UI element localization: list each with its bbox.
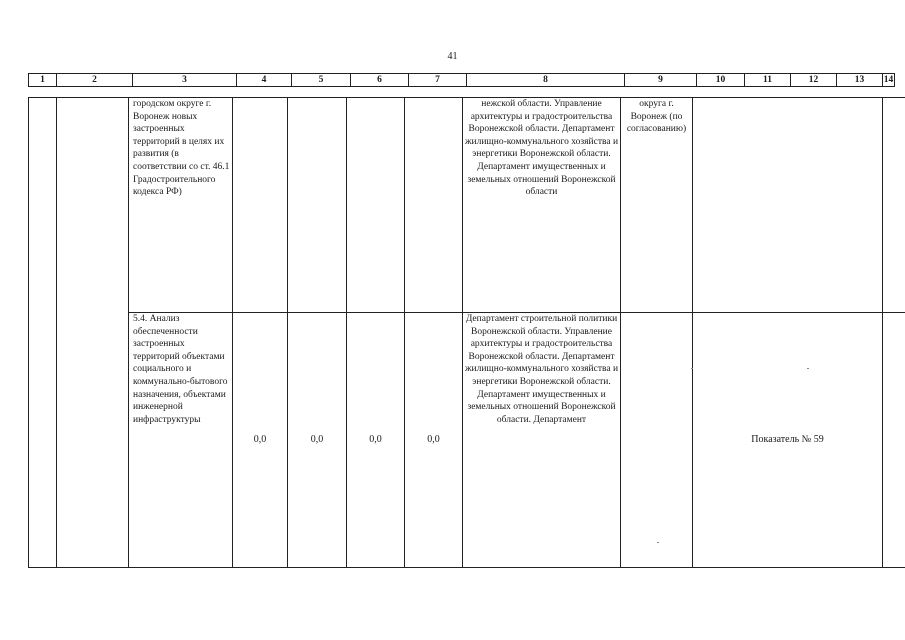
value-col-5: 0,0 [310,434,324,445]
cell-col-1 [29,98,57,568]
value-col-4: 0,0 [253,434,267,445]
scan-speck [807,368,809,369]
value-col-7: 0,0 [427,434,440,445]
cell-col-7 [405,98,463,313]
table-row [29,313,905,568]
cell-partners [621,313,693,568]
cell-indicator-b [693,313,883,568]
cell-activity-description: городском округе г. Воронеж новых застроенных территорий в целях их развития (в соответствии со ст. 46.1 Градостроительного кодекса РФ) [129,98,233,313]
header-col-13: 13 [837,74,883,87]
table-header [28,73,895,87]
value-col-6: 0,0 [369,434,382,445]
header-col-1: 1 [29,74,57,87]
cell-value-col-7 [405,313,463,568]
header-col-11: 11 [745,74,791,87]
table-body [28,97,905,568]
header-col-3: 3 [133,74,237,87]
cell-col-6 [347,98,405,313]
header-col-4: 4 [237,74,292,87]
cell-value-col-5 [288,313,347,568]
cell-executors: нежской области. Управление архитектуры и градостроительства Воронежской области. Департамент жилищно-коммунального хозяйства и энергетики Воронежской области. Департамент имущественных и земельных отношений Воронежской области [463,98,621,313]
cell-col-4 [233,98,288,313]
cell-activity-description: 5.4. Анализ обеспеченности застроенных территорий объектами социального и коммунально-бытового назначения, объектами инженерной инфраструктуры [129,313,233,568]
table-row [29,98,905,313]
page-number: 41 [447,51,458,62]
cell-col-14 [883,98,905,313]
header-col-14: 14 [883,75,894,85]
header-col-5: 5 [292,74,351,87]
header-col-9: 9 [625,74,697,87]
header-col-6: 6 [351,74,409,87]
cell-value-col-6 [347,313,405,568]
header-col-10: 10 [697,74,745,87]
header-col-7: 7 [409,74,467,87]
cell-executors: Департамент строительной политики Воронежской области. Управление архитектуры и градостроительства Воронежской области. Департамент жилищно-коммунального хозяйства и энергетики Воронежской области. Департамент имущественных и земельных отношений Воронежской области. Департамент [463,313,621,568]
cell-partners: округа г. Воронеж (по согласованию) [621,98,693,313]
cell-indicator-a [693,98,883,313]
scan-speck [657,542,659,543]
header-col-2: 2 [57,74,133,87]
header-col-8: 8 [467,74,625,87]
scan-speck [691,368,693,369]
cell-value-col-4 [233,313,288,568]
cell-col-2 [57,98,129,568]
cell-col-5 [288,98,347,313]
cell-col-14 [883,313,905,568]
indicator-label: Показатель № 59 [751,434,824,445]
header-col-12: 12 [791,74,837,87]
